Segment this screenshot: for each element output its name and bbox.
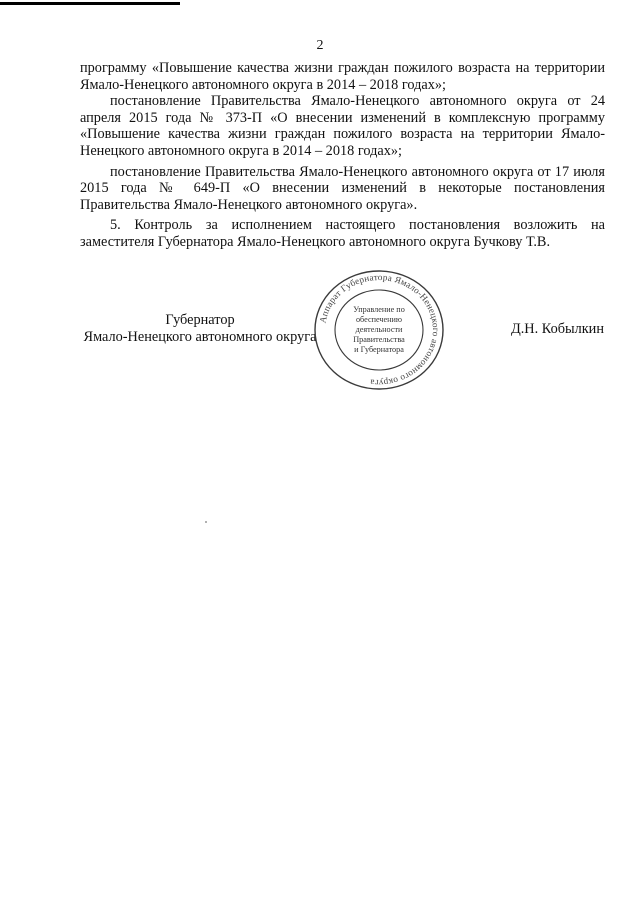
signatory-name: Д.Н. Кобылкин — [510, 321, 604, 337]
paragraph-1: программу «Повышение качества жизни граждан пожилого возраста на территории Ямало-Ненецкого автономного округа в 2014 – 2018 годах»; — [80, 60, 605, 93]
seal-center-line-5: и Губернатора — [354, 345, 404, 354]
paragraph-2: постановление Правительства Ямало-Ненецкого автономного округа от 24 апреля 2015 года № 373-П «О внесении изменений в комплексную программу «Повышение качества жизни граждан пожилого возраста на территории Ямало-Ненецкого автономного округа в 2014 – 2018 годах»; — [80, 93, 605, 159]
paragraph-3: постановление Правительства Ямало-Ненецкого автономного округа от 17 июля 2015 года № 649-П «О внесении изменений в некоторые постановления Правительства Ямало-Ненецкого автономного округа». — [80, 163, 605, 213]
document-body — [80, 60, 605, 251]
signatory-title-line-2: Ямало-Ненецкого автономного округа — [83, 329, 317, 345]
header-rule — [0, 2, 180, 5]
signatory-title — [80, 312, 320, 346]
scan-speck — [205, 521, 207, 523]
seal-center-line-2: обеспечению — [355, 315, 403, 324]
seal-center-line-3: деятельности — [355, 325, 403, 334]
paragraph-4: 5. Контроль за исполнением настоящего постановления возложить на заместителя Губернатора Ямало-Ненецкого автономного округа Бучкову Т.В. — [80, 217, 605, 250]
seal-ring-text: Аппарат Губернатора Ямало-Ненецкого автономного округа — [317, 271, 442, 389]
signatory-title-line-1: Губернатор — [165, 312, 235, 328]
seal-center-line-1: Управление по — [353, 305, 405, 314]
seal-center-line-4: Правительства — [353, 335, 405, 344]
page-number: 2 — [316, 38, 324, 53]
official-seal-stamp — [312, 268, 446, 392]
